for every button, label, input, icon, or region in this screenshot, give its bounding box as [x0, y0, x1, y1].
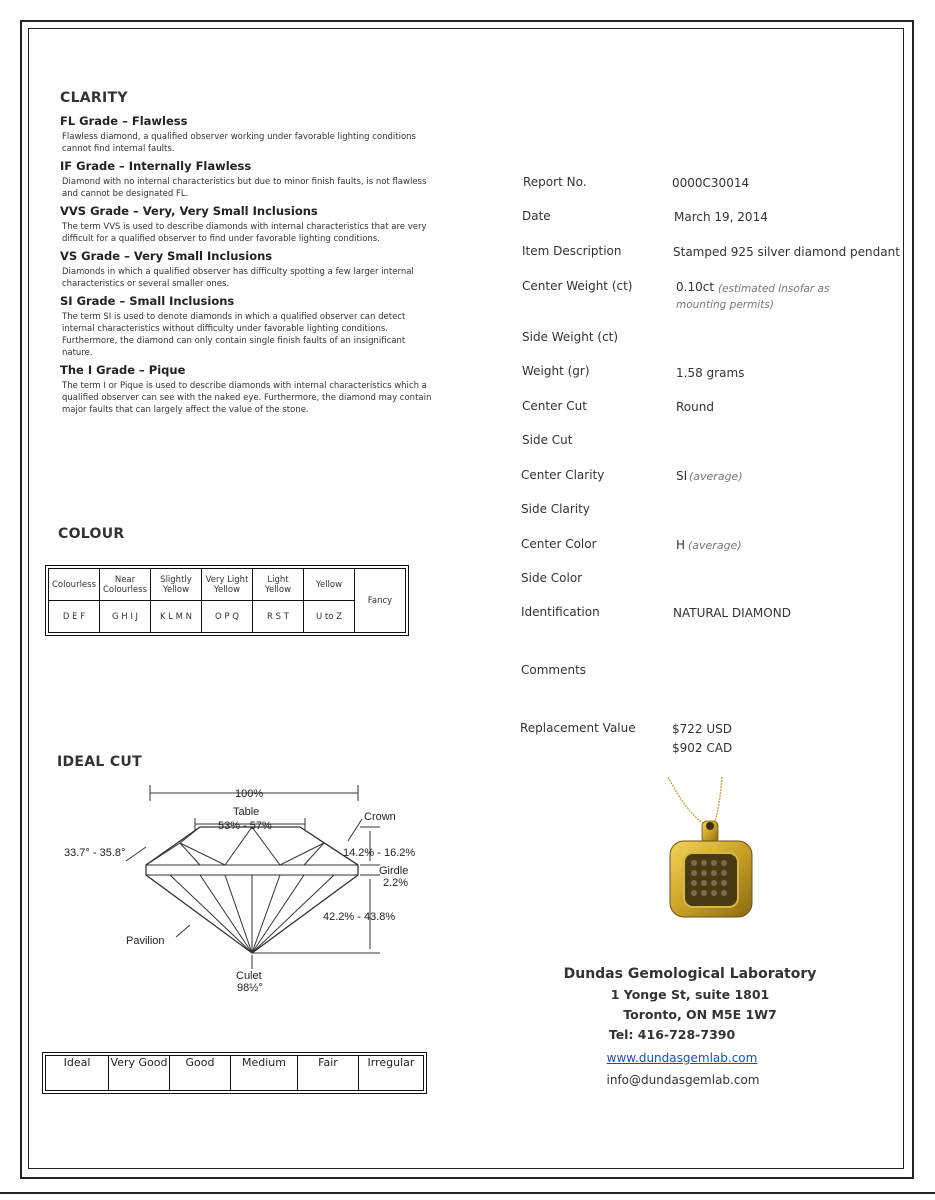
comments-label: Comments: [521, 663, 587, 677]
lab-email: info@dundasgemlab.com: [606, 1073, 760, 1087]
grade-text-vvs: The term VVS is used to describe diamonds with internal characteristics that are very difficult for a qualified observer to find under favorable lighting conditions.: [62, 222, 427, 244]
report-no-value: 0000C30014: [672, 176, 750, 190]
diagram-girdle-label: Girdle: [379, 865, 409, 877]
colour-label-fancy: Fancy: [355, 569, 406, 633]
center-clarity-note: (average): [689, 470, 743, 483]
diagram-culet-label: Culet: [236, 970, 262, 982]
lab-website-link[interactable]: www.dundasgemlab.com: [606, 1051, 758, 1065]
diagram-crown-height: 14.2% - 16.2%: [343, 847, 416, 859]
colour-label-colourless: Colourless: [49, 569, 100, 601]
colour-label-slightly-yellow: Slightly Yellow: [151, 569, 202, 601]
diagram-crown-label: Crown: [364, 811, 396, 823]
grade-heading-vs: VS Grade – Very Small Inclusions: [60, 249, 273, 263]
center-color-label: Center Color: [521, 537, 597, 551]
diagram-culet-value: 98½°: [237, 982, 263, 994]
replacement-value-cad: $902 CAD: [672, 741, 733, 755]
grade-heading-if: IF Grade – Internally Flawless: [60, 159, 252, 173]
colour-scale-box: [45, 565, 409, 636]
diagram-table-label: Table: [233, 806, 260, 818]
diagram-girdle-value: 2.2%: [383, 877, 409, 889]
weight-value: 1.58 grams: [676, 366, 745, 380]
center-weight-label: Center Weight (ct): [522, 279, 633, 293]
center-clarity-value: SI: [676, 469, 688, 483]
grade-text-i: The term I or Pique is used to describe diamonds with internal characteristics which a qualified observer can see with the naked eye. Furthermore, the diamond may contain major faults that can largely affect the value of the stone.: [62, 381, 432, 415]
center-color-note: (average): [688, 539, 742, 552]
side-weight-label: Side Weight (ct): [522, 330, 619, 344]
colour-label-near-colourless: Near Colourless: [100, 569, 151, 601]
grade-text-si: The term SI is used to denote diamonds in which a qualified observer can detect internal characteristics without difficulty under favorable lighting conditions. Furthermore, the diamond can only contain single finish faults of an insignificant nature.: [62, 312, 406, 358]
diagram-width-label: 100%: [235, 788, 264, 800]
cut-grade-irregular: Irregular: [359, 1056, 424, 1091]
side-cut-label: Side Cut: [522, 433, 573, 447]
center-weight-value: 0.10ct: [676, 280, 715, 294]
grade-heading-i: The I Grade – Pique: [60, 363, 186, 377]
side-clarity-label: Side Clarity: [521, 502, 590, 516]
cut-grade-good: Good: [170, 1056, 231, 1091]
cut-grade-fair: Fair: [298, 1056, 359, 1091]
colour-label-yellow: Yellow: [304, 569, 355, 601]
cut-grade-medium: Medium: [231, 1056, 298, 1091]
center-color-value: H: [676, 538, 686, 552]
colour-title: COLOUR: [58, 526, 125, 542]
center-cut-label: Center Cut: [522, 399, 587, 413]
lab-address-line1: 1 Yonge St, suite 1801: [610, 987, 770, 1002]
diagram-table-range: 53% - 57%: [218, 820, 272, 832]
page-bottom-line: [0, 1192, 935, 1194]
lab-address-line2: Toronto, ON M5E 1W7: [623, 1007, 777, 1022]
grade-text-vs: Diamonds in which a qualified observer has difficulty spotting a few larger internal characteristics or several smaller ones.: [62, 267, 414, 289]
grade-heading-fl: FL Grade – Flawless: [60, 114, 188, 128]
grade-text-fl: Flawless diamond, a qualified observer working under favorable lighting conditions cannot find internal faults.: [62, 132, 416, 154]
colour-range-def: D E F: [49, 601, 100, 633]
pendant-photo: [658, 775, 768, 925]
colour-range-rst: R S T: [253, 601, 304, 633]
identification-value: NATURAL DIAMOND: [673, 606, 791, 620]
colour-scale-table: [48, 568, 406, 633]
colour-range-utoz: U to Z: [304, 601, 355, 633]
diagram-pavilion-depth: 42.2% - 43.8%: [323, 911, 396, 923]
report-no-label: Report No.: [523, 175, 587, 189]
replacement-value-label: Replacement Value: [520, 721, 636, 735]
diamond-proportions-diagram: [40, 775, 450, 1000]
colour-label-very-light-yellow: Very Light Yellow: [202, 569, 253, 601]
colour-range-opq: O P Q: [202, 601, 253, 633]
lab-info: [540, 966, 840, 1088]
lab-phone: Tel: 416-728-7390: [608, 1027, 736, 1042]
center-clarity-label: Center Clarity: [521, 468, 605, 482]
colour-label-light-yellow: Light Yellow: [253, 569, 304, 601]
weight-label: Weight (gr): [522, 364, 590, 378]
cut-grade-box: [42, 1052, 427, 1094]
cut-grade-ideal: Ideal: [46, 1056, 109, 1091]
item-description-label: Item Description: [522, 244, 622, 258]
ideal-cut-title: IDEAL CUT: [57, 754, 142, 770]
side-color-label: Side Color: [521, 571, 583, 585]
date-value: March 19, 2014: [674, 210, 768, 224]
identification-label: Identification: [521, 605, 600, 619]
center-cut-value: Round: [676, 400, 714, 414]
center-weight-note: (estimated insofar as mounting permits): [676, 283, 830, 311]
diagram-crown-angle: 33.7° - 35.8°: [64, 847, 126, 859]
grade-text-if: Diamond with no internal characteristics but due to minor finish faults, is not flawless and cannot be designated FL.: [62, 177, 427, 199]
date-label: Date: [522, 209, 551, 223]
cut-grade-very-good: Very Good: [109, 1056, 170, 1091]
clarity-section: [60, 90, 432, 420]
lab-name: Dundas Gemological Laboratory: [563, 966, 817, 982]
cut-grade-table: [45, 1055, 424, 1091]
colour-range-ghij: G H I J: [100, 601, 151, 633]
colour-range-klmn: K L M N: [151, 601, 202, 633]
replacement-value-usd: $722 USD: [672, 722, 732, 736]
item-description-value: Stamped 925 silver diamond pendant: [673, 245, 900, 259]
clarity-title: CLARITY: [60, 90, 128, 106]
grade-heading-si: SI Grade – Small Inclusions: [60, 294, 235, 308]
grade-heading-vvs: VVS Grade – Very, Very Small Inclusions: [60, 204, 318, 218]
diagram-pavilion-label: Pavilion: [126, 935, 165, 947]
